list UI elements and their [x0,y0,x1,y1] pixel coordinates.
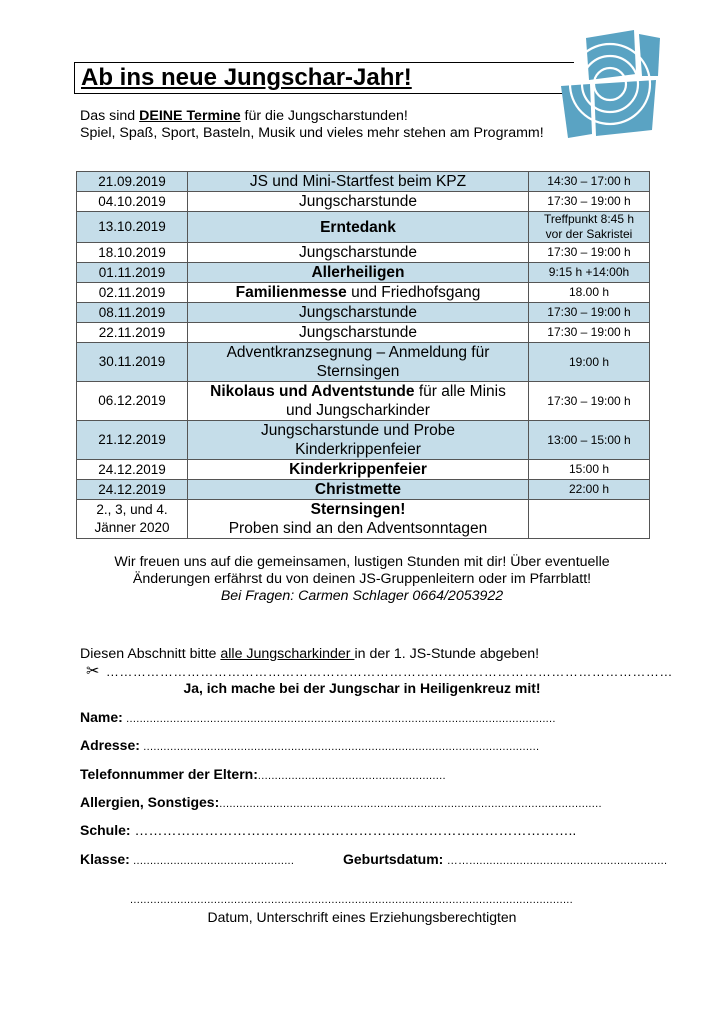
allergies-dots: .................................................................................................................. [219,798,602,810]
date-line2: Jänner 2020 [94,520,170,535]
parents-phone-field[interactable] [80,766,500,782]
schedule-row [77,172,650,192]
schedule-row [77,303,650,323]
date-cell: 22.11.2019 [77,323,188,343]
signature-label: Datum, Unterschrift eines Erziehungsberechtigten [207,909,517,925]
event-line2: Sternsingen [316,363,400,380]
signature-line[interactable]: .................................................................................................................................... [130,894,574,906]
cut-note-after: in der 1. JS-Stunde abgeben! [354,646,540,662]
intro-line1-after: für die Jungscharstunden! [240,108,408,124]
time-cell: 19:00 h [529,343,650,382]
date-cell: 24.12.2019 [77,460,188,480]
schedule-row [77,343,650,382]
event-line2: Proben sind an den Adventsonntagen [228,520,488,537]
schedule-table [76,171,650,539]
name-field[interactable] [80,709,640,725]
page-title: Ab ins neue Jungschar-Jahr! [81,64,412,91]
phone-dots: ........................................................ [257,770,446,782]
schedule-row [77,460,650,480]
time-cell: 22:00 h [529,480,650,500]
school-dots: ………………………………………………………………………………….. [130,822,577,838]
time-cell: 13:00 – 15:00 h [529,421,650,460]
intro-line2: Spiel, Spaß, Sport, Basteln, Musik und vieles mehr stehen am Programm! [80,125,544,141]
time-line2: vor der Sakristei [545,227,633,241]
title-box [74,62,574,94]
phone-label: Telefonnummer der Eltern: [80,766,258,782]
date-cell: 24.12.2019 [77,480,188,500]
cut-instruction [80,646,539,662]
date-cell: 13.10.2019 [77,212,188,243]
event-cell: Jungscharstunde [188,243,529,263]
event-bold: Nikolaus und Adventstunde [210,383,415,400]
date-cell: 21.12.2019 [77,421,188,460]
date-cell [77,500,188,539]
event-line2: und Jungscharkinder [286,402,430,419]
event-line1: Adventkranzsegnung – Anmeldung für [226,344,490,361]
school-field[interactable] [80,822,632,838]
name-dots: ................................................................................................................................ [122,713,556,725]
time-cell: 14:30 – 17:00 h [529,172,650,192]
time-cell [529,212,650,243]
event-rest: für alle Minis [414,383,506,400]
event-line1: Jungscharstunde und Probe [261,422,455,439]
class-label: Klasse: [80,851,130,867]
date-cell: 21.09.2019 [77,172,188,192]
event-cell [188,500,529,539]
schedule-row [77,382,650,421]
schedule-row [77,480,650,500]
time-cell: 15:00 h [529,460,650,480]
class-field[interactable] [80,851,344,867]
date-cell: 30.11.2019 [77,343,188,382]
schedule-row [77,500,650,539]
birthdate-dots: ……........................................................... [443,855,668,867]
date-cell: 01.11.2019 [77,263,188,283]
address-field[interactable] [80,737,632,753]
name-label: Name: [80,709,123,725]
closing-line1: Wir freuen uns auf die gemeinsamen, lustigen Stunden mit dir! Über eventuelle [114,554,610,570]
schedule-row [77,421,650,460]
date-cell: 06.12.2019 [77,382,188,421]
time-cell [529,500,650,539]
birthdate-label: Geburtsdatum: [343,851,444,867]
schedule-row [77,323,650,343]
date-cell: 04.10.2019 [77,192,188,212]
address-label: Adresse: [80,737,140,753]
date-cell: 08.11.2019 [77,303,188,323]
time-cell: 17:30 – 19:00 h [529,303,650,323]
event-rest: und Friedhofsgang [346,284,481,301]
time-cell: 17:30 – 19:00 h [529,192,650,212]
school-label: Schule: [80,822,131,838]
event-cell: Christmette [188,480,529,500]
event-line2: Kinderkrippenfeier [295,441,421,458]
closing-text [40,554,684,605]
time-cell: 17:30 – 19:00 h [529,323,650,343]
cut-note-before: Diesen Abschnitt bitte [80,646,221,662]
event-cell [188,283,529,303]
allergies-field[interactable] [80,794,640,810]
intro-text [80,108,544,142]
event-bold: Familienmesse [235,284,347,301]
allergies-label: Allergien, Sonstiges: [80,794,220,810]
event-cell [188,382,529,421]
contact-info: Bei Fragen: Carmen Schlager 0664/2053922 [220,588,504,604]
event-cell: Jungscharstunde [188,323,529,343]
schedule-row [77,263,650,283]
cut-dots: ……………………………………………………………………………………………………………… [105,664,673,679]
schedule-row [77,212,650,243]
event-bold: Sternsingen! [310,501,406,518]
logo-quadrant-bottom-left [561,84,592,138]
scissors-icon: ✂ [86,663,100,680]
event-cell: Jungscharstunde [188,303,529,323]
address-dots: ...................................................................................................................... [139,741,540,753]
date-cell: 02.11.2019 [77,283,188,303]
date-cell: 18.10.2019 [77,243,188,263]
cut-note-underlined: alle Jungscharkinder [220,646,355,662]
event-cell: JS und Mini-Startfest beim KPZ [188,172,529,192]
event-cell: Jungscharstunde [188,192,529,212]
schedule-row [77,243,650,263]
time-cell: 18.00 h [529,283,650,303]
time-cell: 17:30 – 19:00 h [529,382,650,421]
intro-highlight: DEINE Termine [139,108,241,124]
parish-logo-icon [556,30,660,142]
time-cell: 17:30 – 19:00 h [529,243,650,263]
event-cell: Erntedank [188,212,529,243]
intro-line1-before: Das sind [80,108,140,124]
logo-quadrant-top-right [639,34,660,76]
cut-line [86,661,673,680]
date-line1: 2., 3, und 4. [96,502,168,517]
time-line1: Treffpunkt 8:45 h [543,212,635,226]
birthdate-field[interactable] [343,851,668,867]
event-cell [188,343,529,382]
event-cell [188,421,529,460]
signup-heading: Ja, ich mache bei der Jungschar in Heiligenkreuz mit! [183,680,541,696]
schedule-row [77,283,650,303]
class-dots: ................................................ [129,855,295,867]
event-cell: Allerheiligen [188,263,529,283]
closing-line2: Änderungen erfährst du von deinen JS-Gruppenleitern oder im Pfarrblatt! [132,571,592,587]
schedule-row [77,192,650,212]
event-cell: Kinderkrippenfeier [188,460,529,480]
time-cell: 9:15 h +14:00h [529,263,650,283]
